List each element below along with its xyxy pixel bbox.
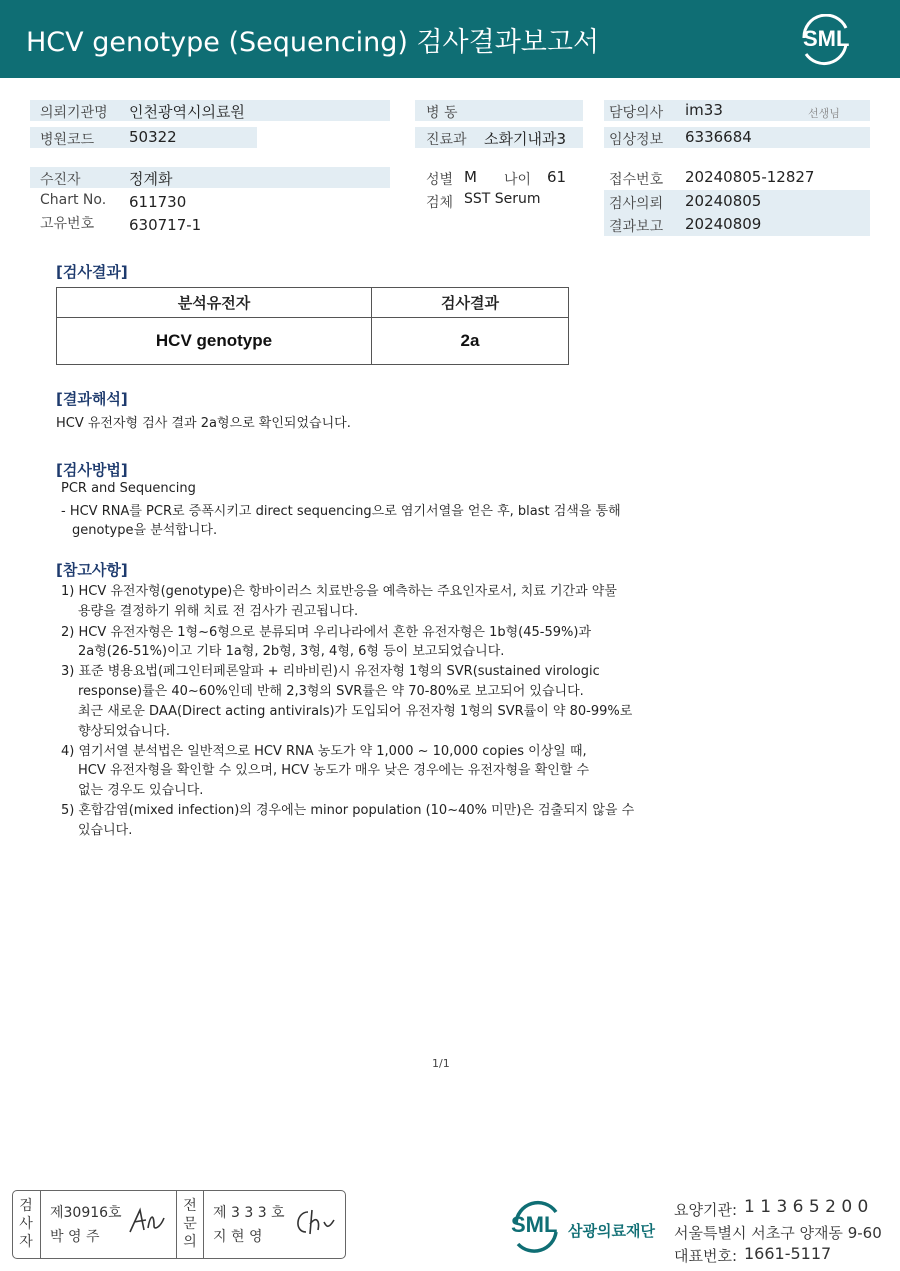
report-label: 결과보고: [609, 219, 664, 235]
hospital-code-value: 50322: [129, 128, 177, 146]
age-value: 61: [547, 168, 567, 186]
age-label: 나이: [504, 172, 532, 188]
reference-line: 3) 표준 병용요법(페그인터페론알파 + 리바비린)시 유전자형 1형의 SVR(sustained virologic: [61, 664, 600, 679]
method-line: genotype을 분석합니다.: [72, 523, 218, 538]
interpretation-text: HCV 유전자형 검사 결과 2a형으로 확인되었습니다.: [56, 416, 351, 431]
reference-line: 향상되었습니다.: [78, 724, 171, 739]
results-title: [검사결과]: [56, 263, 128, 281]
institution-label: 의뢰기관명: [40, 105, 108, 121]
footer-org-name: 삼광의료재단: [568, 1222, 655, 1240]
receipt-label: 접수번호: [609, 172, 664, 188]
examiner-label: 자: [19, 1234, 33, 1250]
page-number: 1/1: [432, 1057, 450, 1070]
specialist-label: 전: [183, 1198, 197, 1214]
clinical-value: 6336684: [685, 128, 752, 146]
sex-value: M: [464, 168, 477, 186]
receipt-value: 20240805-12827: [685, 168, 815, 186]
reference-line: 최근 새로운 DAA(Direct acting antivirals)가 도입되어 유전자형 1형의 SVR률이 약 80-99%로: [78, 704, 633, 719]
reference-line: response)률은 40~60%인데 반해 2,3형의 SVR률은 약 70-80%로 보고되어 있습니다.: [78, 684, 584, 699]
examiner-name: 박 영 주: [50, 1229, 100, 1245]
doctor-label: 담당의사: [609, 105, 664, 121]
specimen-label: 검체: [426, 195, 454, 211]
reference-line: 용량을 결정하기 위해 치료 전 검사가 권고됩니다.: [78, 604, 359, 619]
reference-line: 있습니다.: [78, 823, 133, 838]
specialist-label: 문: [183, 1216, 197, 1232]
patient-band: [30, 167, 390, 188]
doctor-value: im33: [685, 101, 723, 119]
reference-line: 2) HCV 유전자형은 1형~6형으로 분류되며 우리나라에서 흔한 유전자형은 1b형(45-59%)과: [61, 625, 591, 640]
patient-name: 정계화: [129, 170, 173, 188]
examiner-signature-icon: [126, 1206, 170, 1236]
report-title: HCV genotype (Sequencing) 검사결과보고서: [26, 27, 600, 58]
gene-cell: HCV genotype: [57, 318, 372, 365]
method-title: [검사방법]: [56, 461, 128, 479]
reference-title: [참고사항]: [56, 561, 128, 579]
chart-no: 611730: [129, 193, 187, 211]
results-table: [56, 287, 569, 365]
dept-value: 소화기내과3: [484, 130, 566, 148]
examiner-license: 제30916호: [50, 1205, 122, 1221]
footer-code-label: 요양기관:: [674, 1201, 738, 1219]
chart-label: Chart No.: [40, 192, 107, 208]
reference-line: 5) 혼합감염(mixed infection)의 경우에는 minor population (10~40% 미만)은 검출되지 않을 수: [61, 803, 635, 818]
reference-line: 4) 염기서열 분석법은 일반적으로 HCV RNA 농도가 약 1,000 ~ 10,000 copies 이상일 때,: [61, 744, 587, 759]
reference-line: 없는 경우도 있습니다.: [78, 783, 204, 798]
reference-line: 1) HCV 유전자형(genotype)은 항바이러스 치료반응을 예측하는 주요인자로서, 치료 기간과 약물: [61, 584, 617, 599]
footer-phone: 1661-5117: [744, 1244, 832, 1263]
patient-label: 수진자: [40, 172, 81, 188]
reference-line: 2a형(26-51%)이고 기타 1a형, 2b형, 3형, 4형, 6형 등이 보고되었습니다.: [78, 644, 505, 659]
footer-address: 서울특별시 서초구 양재동 9-60: [674, 1224, 882, 1242]
table-row: [57, 318, 569, 365]
sex-label: 성별: [426, 172, 454, 188]
specialist-signature-icon: [290, 1206, 338, 1238]
clinical-label: 임상정보: [609, 132, 664, 148]
institution-value: 인천광역시의료원: [129, 103, 245, 121]
request-value: 20240805: [685, 192, 762, 210]
method-line: - HCV RNA를 PCR로 증폭시키고 direct sequencing으로 염기서열을 얻은 후, blast 검색을 통해: [61, 504, 621, 519]
interpretation-title: [결과해석]: [56, 390, 128, 408]
results-header-row: [57, 288, 569, 318]
signature-divider: [176, 1190, 177, 1259]
method-line: PCR and Sequencing: [61, 481, 196, 496]
specialist-license: 제 3 3 3 호: [213, 1205, 285, 1221]
specialist-label: 의: [183, 1234, 197, 1250]
ward-label: 병 동: [426, 105, 458, 121]
request-label: 검사의뢰: [609, 196, 664, 212]
column-header-gene: 분석유전자: [57, 288, 372, 318]
report-value: 20240809: [685, 215, 762, 233]
sml-logo-text: SML: [803, 26, 850, 51]
signature-divider: [40, 1190, 41, 1259]
footer-logo-text: SML: [511, 1212, 558, 1237]
hospital-code-label: 병원코드: [40, 132, 95, 148]
column-header-result: 검사결과: [372, 288, 569, 318]
dept-label: 진료과: [426, 132, 467, 148]
doctor-suffix: 선생님: [808, 107, 840, 120]
examiner-label: 사: [19, 1216, 33, 1232]
footer-code: 1 1 3 6 5 2 0 0: [744, 1197, 869, 1217]
signature-divider: [203, 1190, 204, 1259]
unique-no-label: 고유번호: [40, 216, 95, 232]
specialist-name: 지 현 영: [213, 1229, 263, 1245]
unique-no: 630717-1: [129, 216, 202, 234]
examiner-label: 검: [19, 1198, 33, 1214]
result-cell: 2a: [372, 318, 569, 365]
footer-phone-label: 대표번호:: [674, 1247, 738, 1265]
reference-line: HCV 유전자형을 확인할 수 있으며, HCV 농도가 매우 낮은 경우에는 유전자형을 확인할 수: [78, 763, 590, 778]
specimen-value: SST Serum: [464, 191, 541, 207]
